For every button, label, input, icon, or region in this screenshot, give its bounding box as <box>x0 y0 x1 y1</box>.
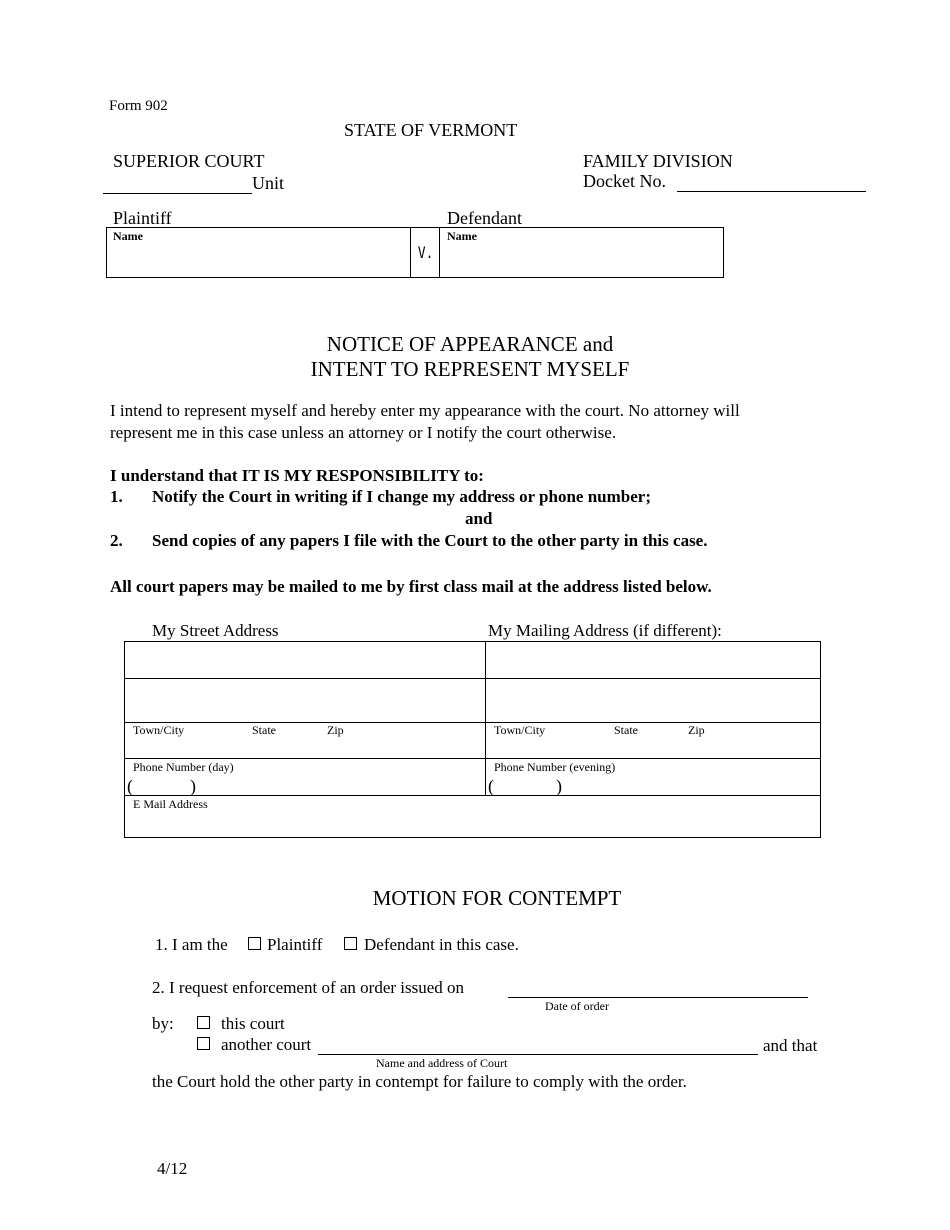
superior-court-label: SUPERIOR COURT <box>113 151 265 171</box>
date-of-order-line <box>508 997 808 998</box>
street-address-line2-input[interactable] <box>130 686 480 716</box>
closing-statement: the Court hold the other party in contempt for failure to comply with the order. <box>152 1072 687 1091</box>
plaintiff-label: Plaintiff <box>113 208 172 228</box>
docket-input[interactable] <box>680 172 864 190</box>
row-line-2 <box>124 722 821 723</box>
plaintiff-option-label: Plaintiff <box>267 935 323 954</box>
item2-number: 2. <box>110 531 123 550</box>
phone-evening-input[interactable] <box>566 777 816 794</box>
plaintiff-name-input[interactable] <box>113 247 405 273</box>
email-input[interactable] <box>133 813 816 833</box>
parties-divider-left <box>410 227 411 278</box>
mailing-address-line1-input[interactable] <box>491 648 816 674</box>
this-court-label: this court <box>221 1014 285 1033</box>
email-label: E Mail Address <box>133 797 208 811</box>
notice-paragraph-line1: I intend to represent myself and hereby enter my appearance with the court. No attorney will <box>110 401 740 420</box>
phone-day-input[interactable] <box>200 777 478 794</box>
phone-day-paren-open: ( <box>127 776 133 796</box>
item1-text: Notify the Court in writing if I change my address or phone number; <box>152 487 651 506</box>
street-address-line1-input[interactable] <box>130 648 480 674</box>
docket-label: Docket No. <box>583 171 666 191</box>
mailing-state-label: State <box>614 723 638 737</box>
street-address-label: My Street Address <box>152 621 279 640</box>
this-court-checkbox[interactable] <box>197 1016 210 1029</box>
court-name-caption: Name and address of Court <box>376 1056 508 1070</box>
street-town-state-zip-input[interactable] <box>133 738 478 756</box>
item1-prefix: 1. I am the <box>155 935 228 954</box>
plaintiff-name-label: Name <box>113 229 143 243</box>
defendant-name-label: Name <box>447 229 477 243</box>
date-of-order-input[interactable] <box>512 978 804 996</box>
versus-label: V. <box>417 243 434 262</box>
court-name-input[interactable] <box>322 1035 754 1053</box>
revision-date: 4/12 <box>157 1159 188 1178</box>
mailing-zip-label: Zip <box>688 723 705 737</box>
address-table-divider <box>485 641 486 795</box>
item1-number: 1. <box>110 487 123 506</box>
unit-input[interactable] <box>106 174 250 192</box>
street-zip-label: Zip <box>327 723 344 737</box>
docket-line <box>677 191 866 192</box>
notice-title-line2: INTENT TO REPRESENT MYSELF <box>310 357 630 381</box>
mailing-town-state-zip-input[interactable] <box>494 738 816 756</box>
form-number: Form 902 <box>109 98 168 114</box>
family-division-label: FAMILY DIVISION <box>583 151 733 171</box>
motion-title: MOTION FOR CONTEMPT <box>372 886 622 910</box>
unit-label: Unit <box>252 173 285 193</box>
mailing-address-label: My Mailing Address (if different): <box>488 621 722 640</box>
phone-evening-label: Phone Number (evening) <box>494 760 616 774</box>
parties-divider-right <box>439 227 440 278</box>
court-name-line <box>318 1054 758 1055</box>
unit-line <box>103 193 252 194</box>
mailing-town-label: Town/City <box>494 723 546 737</box>
and-that-text: and that <box>763 1036 818 1055</box>
notice-paragraph-line2: represent me in this case unless an attorney or I notify the court otherwise. <box>110 423 617 442</box>
notice-title-line1: NOTICE OF APPEARANCE and <box>326 332 614 356</box>
item2-request-text: 2. I request enforcement of an order issued on <box>152 978 465 997</box>
street-town-label: Town/City <box>133 723 185 737</box>
plaintiff-checkbox[interactable] <box>248 937 261 950</box>
another-court-label: another court <box>221 1035 312 1054</box>
responsibility-heading: I understand that IT IS MY RESPONSIBILITY to: <box>110 466 484 485</box>
by-label: by: <box>152 1014 174 1033</box>
state-heading: STATE OF VERMONT <box>344 120 518 140</box>
row-line-4 <box>124 795 821 796</box>
phone-evening-paren-open: ( <box>488 776 494 796</box>
defendant-checkbox[interactable] <box>344 937 357 950</box>
mail-statement: All court papers may be mailed to me by first class mail at the address listed below. <box>110 577 712 596</box>
date-of-order-caption: Date of order <box>545 999 609 1013</box>
phone-day-paren-close: ) <box>190 776 196 796</box>
defendant-option-label: Defendant in this case. <box>364 935 519 954</box>
and-word: and <box>465 509 493 528</box>
mailing-address-line2-input[interactable] <box>491 686 816 716</box>
phone-evening-paren-close: ) <box>556 776 562 796</box>
street-state-label: State <box>252 723 276 737</box>
row-line-1 <box>124 678 821 679</box>
row-line-3 <box>124 758 821 759</box>
item2-text: Send copies of any papers I file with the Court to the other party in this case. <box>152 531 708 550</box>
defendant-name-input[interactable] <box>447 247 719 273</box>
defendant-label: Defendant <box>447 208 522 228</box>
another-court-checkbox[interactable] <box>197 1037 210 1050</box>
phone-day-label: Phone Number (day) <box>133 760 234 774</box>
